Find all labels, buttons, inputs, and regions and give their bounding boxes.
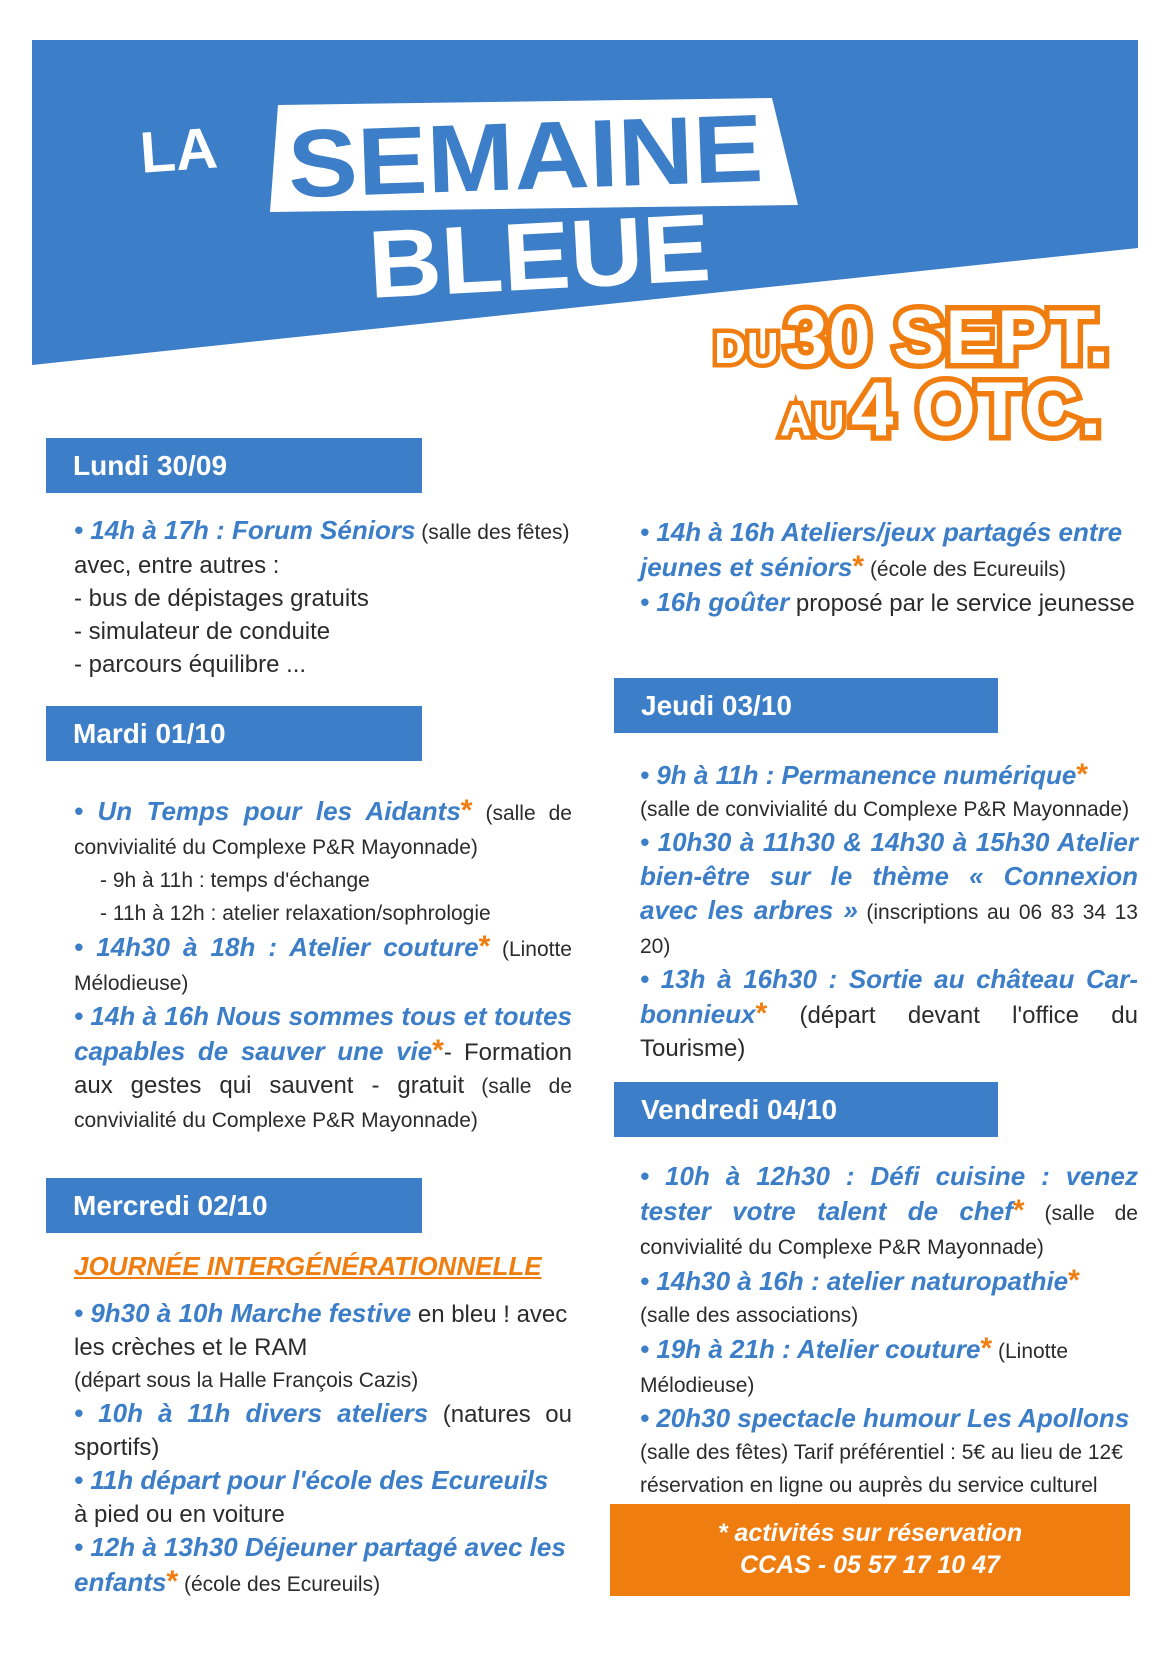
mercredi-item3-text: à pied ou en voiture <box>74 1501 285 1528</box>
mercredi-item5-title: • 14h à 16h Ateliers/jeux partagés entre jeunes et séniors <box>640 517 1123 582</box>
mardi-item2-star: * <box>478 930 491 963</box>
mardi-item3-title: • 14h à 16h Nous sommes tous et toutes capables de sauver une vie <box>74 1001 572 1066</box>
lundi-line3: - simulateur de conduite <box>74 618 331 645</box>
mercredi-subtitle: JOURNÉE INTERGÉNÉRATIONNELLE <box>74 1251 542 1281</box>
lundi-item1-place: (salle des fêtes) <box>415 521 570 544</box>
mardi-item1-star: * <box>460 794 473 827</box>
jeudi-item2-title: • 10h30 à 11h30 & 14h30 à 15h30 Atelier bien-être sur le thème « Connexion avec les arbres » <box>640 827 1138 925</box>
mercredi-item6-title: • 16h goûter <box>640 587 790 617</box>
jeudi-item3-title: • 13h à 16h30 : Sortie au château Car-bonnieux <box>640 964 1138 1029</box>
mardi-item2-title: • 14h30 à 18h : Atelier couture <box>74 932 479 962</box>
vendredi-item1-title: • 10h à 12h30 : Défi cuisine : venez tester votre talent de chef <box>640 1161 1138 1226</box>
reservation-contact: CCAS - 05 57 17 10 47 <box>740 1551 1000 1579</box>
vendredi-item1-place: (salle de convivialité du Complexe P&R Mayonnade) <box>640 1202 1138 1259</box>
vendredi-content <box>640 1160 1138 1502</box>
mercredi-content-continued <box>640 516 1138 620</box>
lundi-content <box>74 514 572 681</box>
mardi-item1-place: (salle de convivialité du Complexe P&R Mayonnade) <box>74 802 572 859</box>
reservation-notice <box>610 1504 1130 1596</box>
day-heading-mardi: Mardi 01/10 <box>46 706 422 761</box>
mercredi-item5-star: * <box>852 550 865 583</box>
title-bleue: BLEUE <box>365 194 697 319</box>
mardi-item3-text: - Formation aux gestes qui sauvent - gratuit <box>74 1039 572 1099</box>
title-la: LA <box>137 115 220 186</box>
day-heading-lundi: Lundi 30/09 <box>46 438 422 493</box>
mardi-item2-place: (Linotte Mélodieuse) <box>74 938 572 995</box>
mercredi-item3-title: • 11h départ pour l'école des Ecureuils <box>74 1465 549 1495</box>
jeudi-item1-place: (salle de convivialité du Complexe P&R Mayonnade) <box>640 798 1130 821</box>
mercredi-content <box>74 1250 572 1601</box>
date-line-end <box>714 367 1102 452</box>
vendredi-item2-title: • 14h30 à 16h : atelier naturopathie <box>640 1266 1069 1296</box>
lundi-line4: - parcours équilibre ... <box>74 651 307 678</box>
jeudi-item3-star: * <box>755 997 768 1030</box>
mercredi-item1-title: • 9h30 à 10h Marche festive <box>74 1298 412 1328</box>
reservation-notice-line1: * activités sur réservation <box>717 1519 1023 1547</box>
mercredi-item1-text: en bleu ! avec les crèches et le RAM <box>74 1301 568 1361</box>
mercredi-item2-title: • 10h à 11h divers ateliers <box>74 1398 429 1428</box>
day-heading-jeudi: Jeudi 03/10 <box>614 678 998 733</box>
date-start: 30 SEPT. <box>785 295 1110 380</box>
lundi-line1: avec, entre autres : <box>74 552 280 579</box>
vendredi-item4-place: (salle des fêtes) Tarif préférentiel : 5€ au lieu de 12€ réservation en ligne ou auprès du service culturel <box>640 1441 1123 1497</box>
mardi-content <box>74 794 572 1137</box>
mardi-item3-place: (salle de convivialité du Complexe P&R Mayonnade) <box>74 1075 572 1132</box>
jeudi-item2-place: (inscriptions au 06 83 34 13 20) <box>640 901 1138 958</box>
date-end: 4 OTC. <box>851 367 1102 452</box>
vendredi-item3-star: * <box>980 1332 993 1365</box>
mercredi-item4-place: (école des Ecureuils) <box>178 1573 381 1596</box>
title-semaine: SEMAINE <box>286 96 728 219</box>
vendredi-item1-star: * <box>1012 1194 1025 1227</box>
mercredi-item4-star: * <box>166 1565 179 1598</box>
mercredi-item1-place: (départ sous la Halle François Cazis) <box>74 1369 419 1392</box>
lundi-item1-title: • 14h à 17h : Forum Séniors <box>74 515 416 545</box>
day-heading-mercredi: Mercredi 02/10 <box>46 1178 422 1233</box>
date-range <box>714 295 1110 452</box>
mercredi-item6-text: proposé par le service jeunesse <box>789 590 1135 617</box>
vendredi-item3-place: (Linotte Mélodieuse) <box>640 1340 1069 1397</box>
jeudi-item3-text: (départ devant l'office du Tourisme) <box>640 1002 1138 1062</box>
vendredi-item2-place: (salle des associations) <box>640 1304 859 1327</box>
mardi-sub2: - 11h à 12h : atelier relaxation/sophrologie <box>100 902 491 925</box>
jeudi-content <box>640 758 1138 1065</box>
vendredi-item2-star: * <box>1068 1264 1080 1297</box>
mardi-item1-title: • Un Temps pour les Aidants <box>74 796 461 826</box>
date-au: AU <box>780 396 846 445</box>
mercredi-item5-place: (école des Ecureuils) <box>864 558 1067 581</box>
date-du: DU <box>714 324 780 373</box>
mercredi-item2-text: (natures ou sportifs) <box>74 1401 572 1461</box>
lundi-line2: - bus de dépistages gratuits <box>74 585 369 612</box>
jeudi-item1-star: * <box>1076 758 1089 791</box>
mardi-sub1: - 9h à 11h : temps d'échange <box>100 869 370 892</box>
vendredi-item4-title: • 20h30 spectacle humour Les Apollons <box>640 1403 1130 1433</box>
mardi-item3-star: * <box>432 1034 444 1067</box>
day-heading-vendredi: Vendredi 04/10 <box>614 1082 998 1137</box>
jeudi-item1-title: • 9h à 11h : Permanence numérique <box>640 760 1077 790</box>
mercredi-item4-title: • 12h à 13h30 Déjeuner partagé avec les enfants <box>74 1532 566 1597</box>
date-line-start <box>714 295 1110 380</box>
vendredi-item3-title: • 19h à 21h : Atelier couture <box>640 1334 981 1364</box>
